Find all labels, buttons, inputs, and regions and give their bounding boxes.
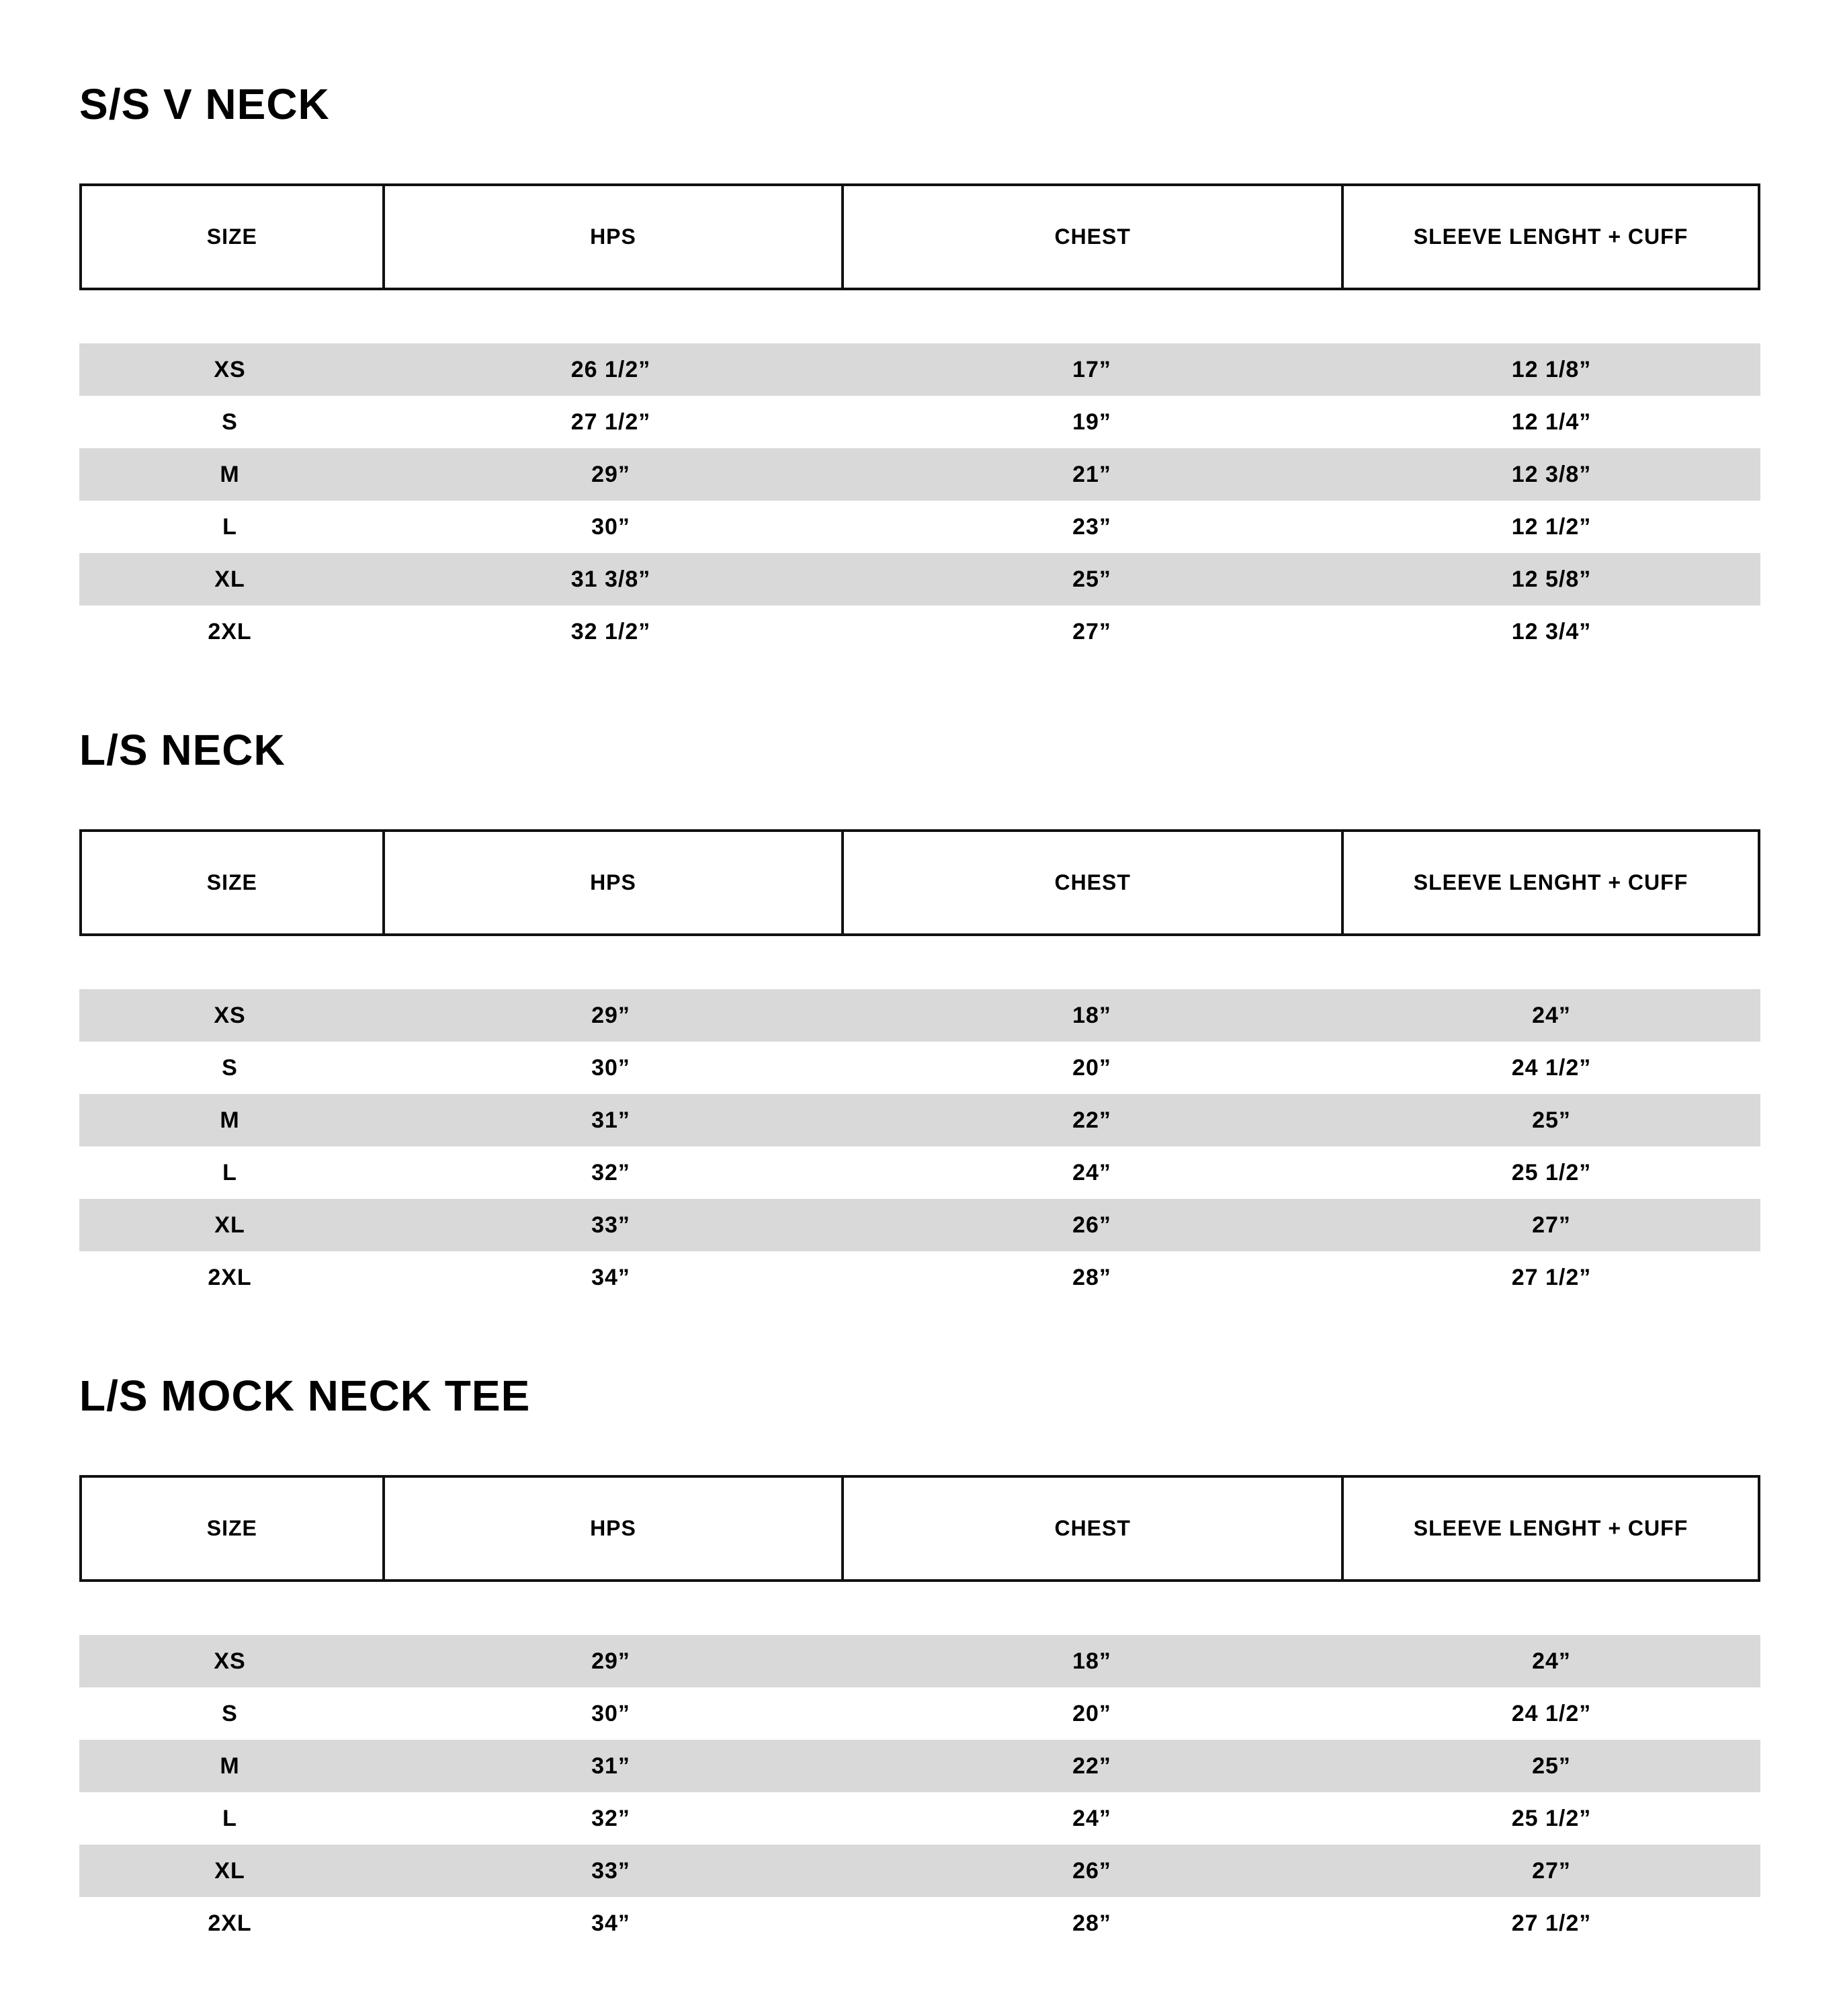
table-row	[79, 553, 1760, 605]
header-size: SIZE	[206, 1516, 257, 1540]
cell-sleeve: 12 5/8”	[1511, 566, 1592, 592]
cell-sleeve: 25 1/2”	[1511, 1159, 1592, 1185]
cell-sleeve: 12 1/2”	[1511, 513, 1592, 540]
cell-hps: 30”	[591, 1700, 630, 1726]
cell-hps: 29”	[591, 461, 630, 487]
table-row	[79, 1740, 1760, 1792]
section-title: S/S V NECK	[79, 80, 330, 128]
header-chest: CHEST	[841, 1478, 1341, 1579]
header-chest: CHEST	[841, 186, 1341, 288]
cell-sleeve: 27”	[1532, 1212, 1571, 1238]
cell-size: L	[222, 1805, 237, 1831]
cell-hps: 29”	[591, 1648, 630, 1674]
cell-sleeve: 27 1/2”	[1511, 1910, 1592, 1936]
cell-hps: 26 1/2”	[570, 356, 651, 382]
cell-sleeve: 25 1/2”	[1511, 1805, 1592, 1831]
cell-chest: 17”	[1072, 356, 1111, 382]
cell-chest: 20”	[1072, 1054, 1111, 1081]
table-row	[79, 1635, 1760, 1687]
cell-sleeve: 25”	[1532, 1107, 1571, 1133]
cell-hps: 33”	[591, 1857, 630, 1884]
cell-chest: 18”	[1072, 1648, 1111, 1674]
cell-sleeve: 25”	[1532, 1753, 1571, 1779]
table-header	[79, 829, 1760, 936]
cell-size: S	[222, 1054, 238, 1081]
cell-chest: 19”	[1072, 409, 1111, 435]
cell-size: S	[222, 409, 238, 435]
cell-chest: 27”	[1072, 618, 1111, 644]
table-row	[79, 1094, 1760, 1146]
table-row	[79, 343, 1760, 396]
header-chest: CHEST	[841, 832, 1341, 933]
table-row	[79, 448, 1760, 501]
header-sleeve: SLEEVE LENGHT + CUFF	[1341, 186, 1758, 288]
cell-chest: 24”	[1072, 1159, 1111, 1185]
cell-size: M	[220, 1107, 240, 1133]
cell-size: XS	[214, 356, 246, 382]
table-body	[79, 343, 1760, 658]
cell-sleeve: 12 3/4”	[1511, 618, 1592, 644]
table-row	[79, 1792, 1760, 1845]
cell-chest: 28”	[1072, 1264, 1111, 1290]
table-row	[79, 1251, 1760, 1304]
section-title: L/S NECK	[79, 726, 286, 774]
table-row	[79, 1897, 1760, 1949]
cell-sleeve: 12 3/8”	[1511, 461, 1592, 487]
cell-chest: 23”	[1072, 513, 1111, 540]
cell-hps: 30”	[591, 1054, 630, 1081]
cell-size: M	[220, 461, 240, 487]
cell-chest: 24”	[1072, 1805, 1111, 1831]
cell-size: M	[220, 1753, 240, 1779]
cell-hps: 31 3/8”	[570, 566, 651, 592]
cell-size: XL	[214, 566, 245, 592]
header-sleeve: SLEEVE LENGHT + CUFF	[1341, 1478, 1758, 1579]
cell-size: XL	[214, 1857, 245, 1884]
cell-sleeve: 27 1/2”	[1511, 1264, 1592, 1290]
table-row	[79, 1199, 1760, 1251]
cell-chest: 22”	[1072, 1107, 1111, 1133]
cell-chest: 18”	[1072, 1002, 1111, 1028]
cell-size: L	[222, 1159, 237, 1185]
cell-size: 2XL	[208, 1264, 252, 1290]
table-header	[79, 1475, 1760, 1582]
cell-hps: 31”	[591, 1107, 630, 1133]
cell-chest: 21”	[1072, 461, 1111, 487]
cell-hps: 34”	[591, 1264, 630, 1290]
cell-sleeve: 24 1/2”	[1511, 1700, 1592, 1726]
cell-sleeve: 24”	[1532, 1002, 1571, 1028]
cell-hps: 32”	[591, 1159, 630, 1185]
cell-hps: 32 1/2”	[570, 618, 651, 644]
cell-hps: 29”	[591, 1002, 630, 1028]
table-row	[79, 501, 1760, 553]
cell-hps: 33”	[591, 1212, 630, 1238]
cell-size: S	[222, 1700, 238, 1726]
table-row	[79, 1146, 1760, 1199]
cell-size: XL	[214, 1212, 245, 1238]
cell-sleeve: 12 1/4”	[1511, 409, 1592, 435]
table-row	[79, 1687, 1760, 1740]
cell-hps: 32”	[591, 1805, 630, 1831]
table-row	[79, 396, 1760, 448]
cell-sleeve: 12 1/8”	[1511, 356, 1592, 382]
cell-sleeve: 24”	[1532, 1648, 1571, 1674]
cell-sleeve: 24 1/2”	[1511, 1054, 1592, 1081]
header-size: SIZE	[206, 224, 257, 249]
cell-chest: 28”	[1072, 1910, 1111, 1936]
cell-size: XS	[214, 1002, 246, 1028]
cell-hps: 31”	[591, 1753, 630, 1779]
cell-chest: 26”	[1072, 1212, 1111, 1238]
cell-sleeve: 27”	[1532, 1857, 1571, 1884]
cell-size: 2XL	[208, 618, 252, 644]
header-hps: HPS	[382, 1478, 842, 1579]
cell-chest: 20”	[1072, 1700, 1111, 1726]
header-hps: HPS	[382, 186, 842, 288]
section-title: L/S MOCK NECK TEE	[79, 1372, 531, 1420]
table-row	[79, 989, 1760, 1042]
cell-chest: 25”	[1072, 566, 1111, 592]
cell-size: L	[222, 513, 237, 540]
header-size: SIZE	[206, 870, 257, 894]
cell-hps: 30”	[591, 513, 630, 540]
cell-chest: 26”	[1072, 1857, 1111, 1884]
table-row	[79, 605, 1760, 658]
cell-hps: 34”	[591, 1910, 630, 1936]
header-hps: HPS	[382, 832, 842, 933]
table-header	[79, 183, 1760, 290]
cell-hps: 27 1/2”	[570, 409, 651, 435]
cell-chest: 22”	[1072, 1753, 1111, 1779]
table-body	[79, 1635, 1760, 1949]
table-row	[79, 1042, 1760, 1094]
cell-size: XS	[214, 1648, 246, 1674]
header-sleeve: SLEEVE LENGHT + CUFF	[1341, 832, 1758, 933]
table-body	[79, 989, 1760, 1304]
table-row	[79, 1845, 1760, 1897]
cell-size: 2XL	[208, 1910, 252, 1936]
